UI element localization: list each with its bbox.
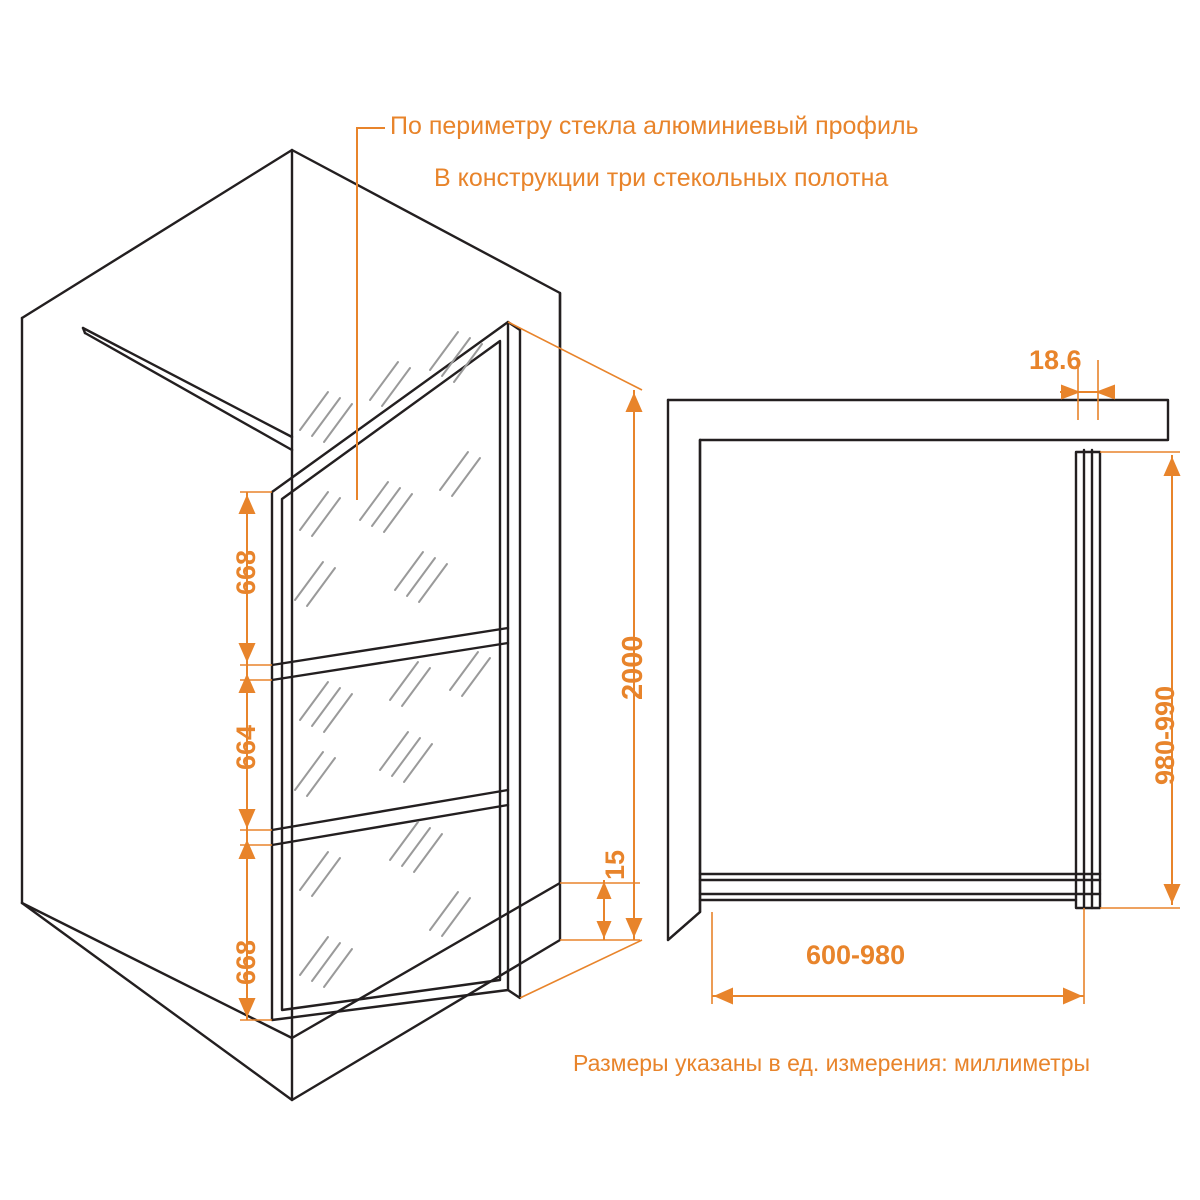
arrow-186-right <box>1098 386 1114 398</box>
arrow-left-top <box>240 497 254 513</box>
dim-base-thickness: 15 <box>600 849 630 880</box>
arrow-width-right <box>1064 989 1080 1003</box>
dim-profile-thickness: 18.6 <box>1029 345 1082 375</box>
plan-corner <box>668 912 700 940</box>
arrow-15-bottom <box>598 922 610 936</box>
glass-hatching <box>295 332 490 987</box>
dim-panel-top: 668 <box>231 549 261 595</box>
arrow-left-low-up <box>240 810 254 826</box>
glass-panel-outer <box>272 322 508 1020</box>
plan-side-wall <box>668 400 700 940</box>
glass-panel-inner <box>282 341 500 1010</box>
dimension-lines <box>240 128 1180 1020</box>
mullion-upper-2 <box>272 643 508 680</box>
dim-depth-ext <box>1100 452 1180 908</box>
arrow-depth-top <box>1165 459 1179 475</box>
panel-thickness <box>508 322 520 998</box>
dim-total-height: 2000 <box>617 635 649 700</box>
arrow-right-top <box>627 395 641 411</box>
support-bar-upper <box>83 328 292 437</box>
wall-top-edge <box>22 150 292 450</box>
dim-panel-bottom: 668 <box>231 939 261 985</box>
arrow-186-left <box>1062 386 1078 398</box>
plan-back-wall <box>668 400 1168 440</box>
arrow-right-bottom <box>627 919 641 935</box>
units-note: Размеры указаны в ед. измерения: миллиметры <box>573 1050 1091 1076</box>
arrow-15-top <box>598 884 610 898</box>
leader-note-1 <box>357 128 385 500</box>
arrow-left-mid-down <box>240 676 254 692</box>
isometric-enclosure <box>22 150 1168 1100</box>
support-bar-lower <box>85 333 292 450</box>
arrow-width-left <box>716 989 732 1003</box>
arrow-depth-bottom <box>1165 885 1179 901</box>
dim-depth-range: 980-990 <box>1150 685 1180 785</box>
dim-width-range: 600-980 <box>806 940 906 970</box>
note-three-glass-panels: В конструкции три стекольных полотна <box>434 164 889 192</box>
dim-panel-middle: 664 <box>231 724 261 770</box>
note-aluminium-profile: По периметру стекла алюминиевый профиль <box>390 112 919 140</box>
plan-profile-block <box>1076 452 1100 908</box>
arrow-left-mid-up <box>240 644 254 660</box>
